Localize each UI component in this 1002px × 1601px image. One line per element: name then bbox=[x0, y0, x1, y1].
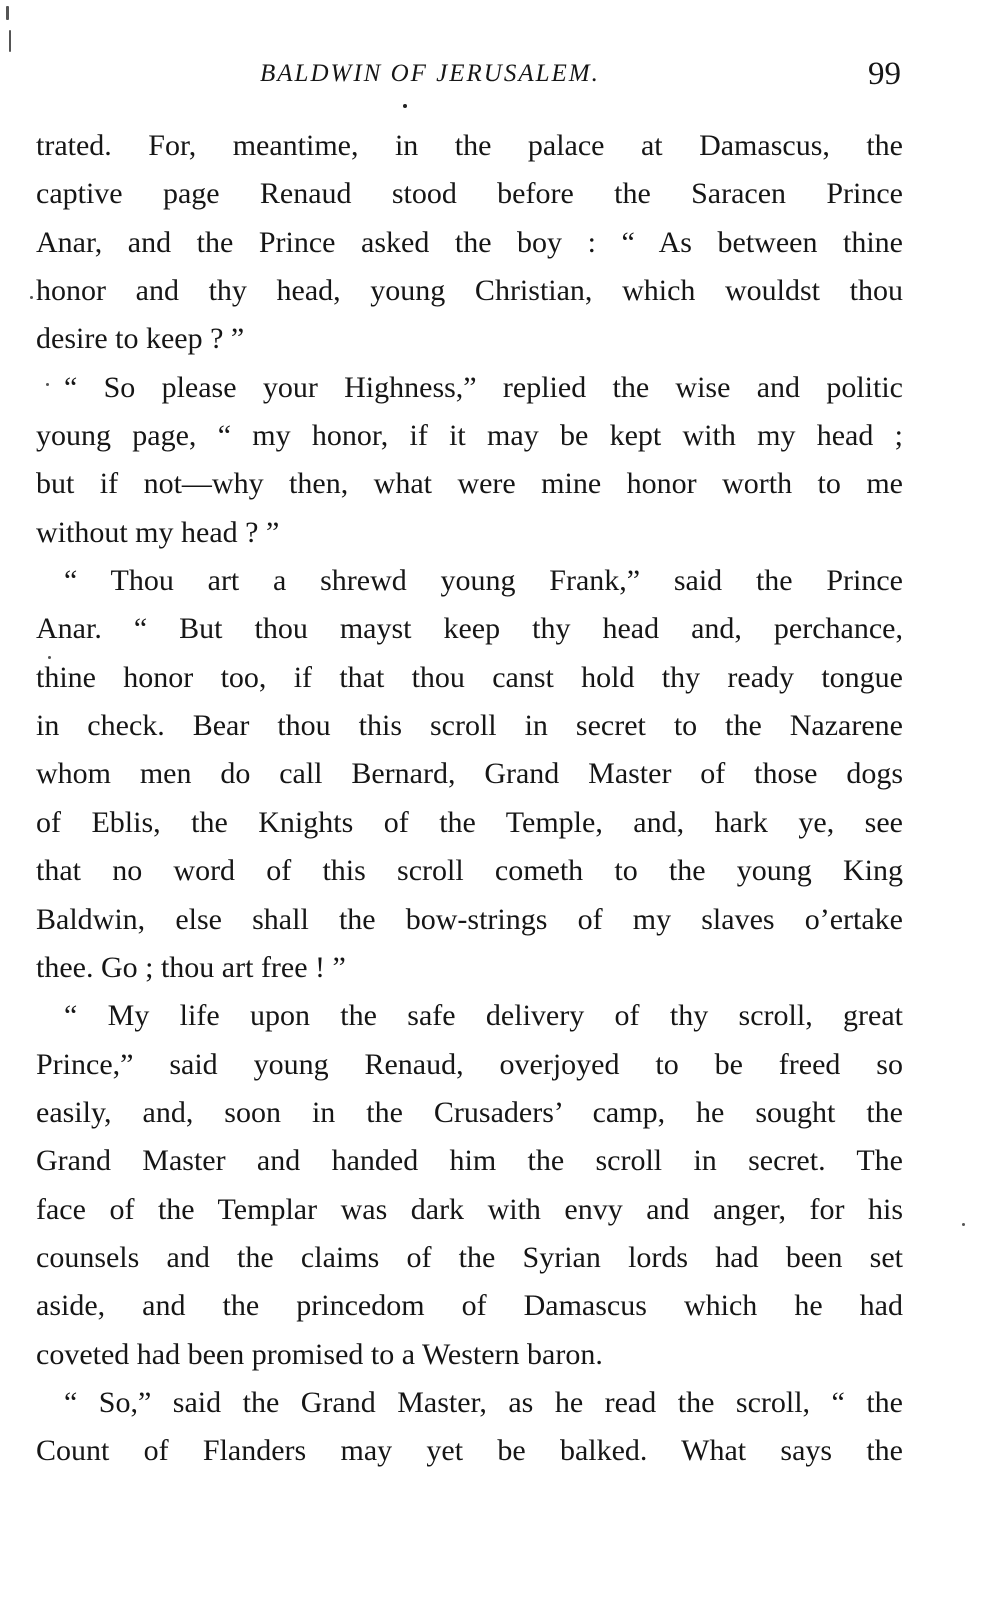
print-speck bbox=[9, 30, 11, 52]
text-line: “ So,” said the Grand Master, as he read the scroll, “ the bbox=[64, 1385, 903, 1419]
text-line: thine honor too, if that thou canst hold thy ready tongue bbox=[36, 660, 903, 694]
print-speck bbox=[48, 656, 51, 659]
text-line: but if not—why then, what were mine honor worth to me bbox=[36, 467, 903, 501]
text-line: “ My life upon the safe delivery of thy scroll, great bbox=[64, 999, 903, 1033]
print-speck bbox=[6, 6, 9, 20]
text-line: Prince,” said young Renaud, overjoyed to be freed so bbox=[36, 1047, 903, 1081]
page-number: 99 bbox=[868, 56, 901, 92]
text-line: Grand Master and handed him the scroll in secret. The bbox=[36, 1144, 903, 1178]
text-line: Anar, and the Prince asked the boy : “ As between thine bbox=[36, 225, 903, 259]
text-line: easily, and, soon in the Crusaders’ camp, he sought the bbox=[36, 1095, 903, 1129]
text-line: Baldwin, else shall the bow-strings of my slaves o’ertake bbox=[36, 902, 903, 936]
text-line: thee. Go ; thou art free ! ” bbox=[36, 950, 346, 984]
text-line: whom men do call Bernard, Grand Master of those dogs bbox=[36, 757, 903, 791]
text-line: counsels and the claims of the Syrian lords had been set bbox=[36, 1240, 903, 1274]
text-line: young page, “ my honor, if it may be kept with my head ; bbox=[36, 419, 903, 453]
print-speck bbox=[30, 296, 33, 299]
text-line: “ Thou art a shrewd young Frank,” said the Prince bbox=[64, 564, 903, 598]
text-line: coveted had been promised to a Western baron. bbox=[36, 1337, 603, 1371]
text-line: honor and thy head, young Christian, which wouldst thou bbox=[36, 274, 903, 308]
text-line: that no word of this scroll cometh to the young King bbox=[36, 854, 903, 888]
ornament-dot bbox=[403, 104, 407, 108]
body-text bbox=[36, 122, 903, 1476]
text-line: Anar. “ But thou mayst keep thy head and, perchance, bbox=[36, 612, 903, 646]
print-speck bbox=[962, 1223, 965, 1226]
running-head bbox=[0, 54, 1002, 94]
text-line: trated. For, meantime, in the palace at Damascus, the bbox=[36, 129, 903, 162]
text-line: of Eblis, the Knights of the Temple, and, hark ye, see bbox=[36, 805, 903, 839]
text-line: face of the Templar was dark with envy and anger, for his bbox=[36, 1192, 903, 1226]
text-line: desire to keep ? ” bbox=[36, 322, 245, 356]
text-line: aside, and the princedom of Damascus which he had bbox=[36, 1289, 903, 1323]
text-line: Count of Flanders may yet be balked. What says the bbox=[36, 1434, 903, 1468]
text-line: “ So please your Highness,” replied the wise and politic bbox=[64, 370, 903, 404]
print-speck bbox=[46, 383, 49, 386]
text-line: without my head ? ” bbox=[36, 515, 280, 549]
text-line: in check. Bear thou this scroll in secret to the Nazarene bbox=[36, 709, 903, 743]
text-line: captive page Renaud stood before the Saracen Prince bbox=[36, 177, 903, 211]
running-title: BALDWIN OF JERUSALEM. bbox=[260, 60, 600, 87]
